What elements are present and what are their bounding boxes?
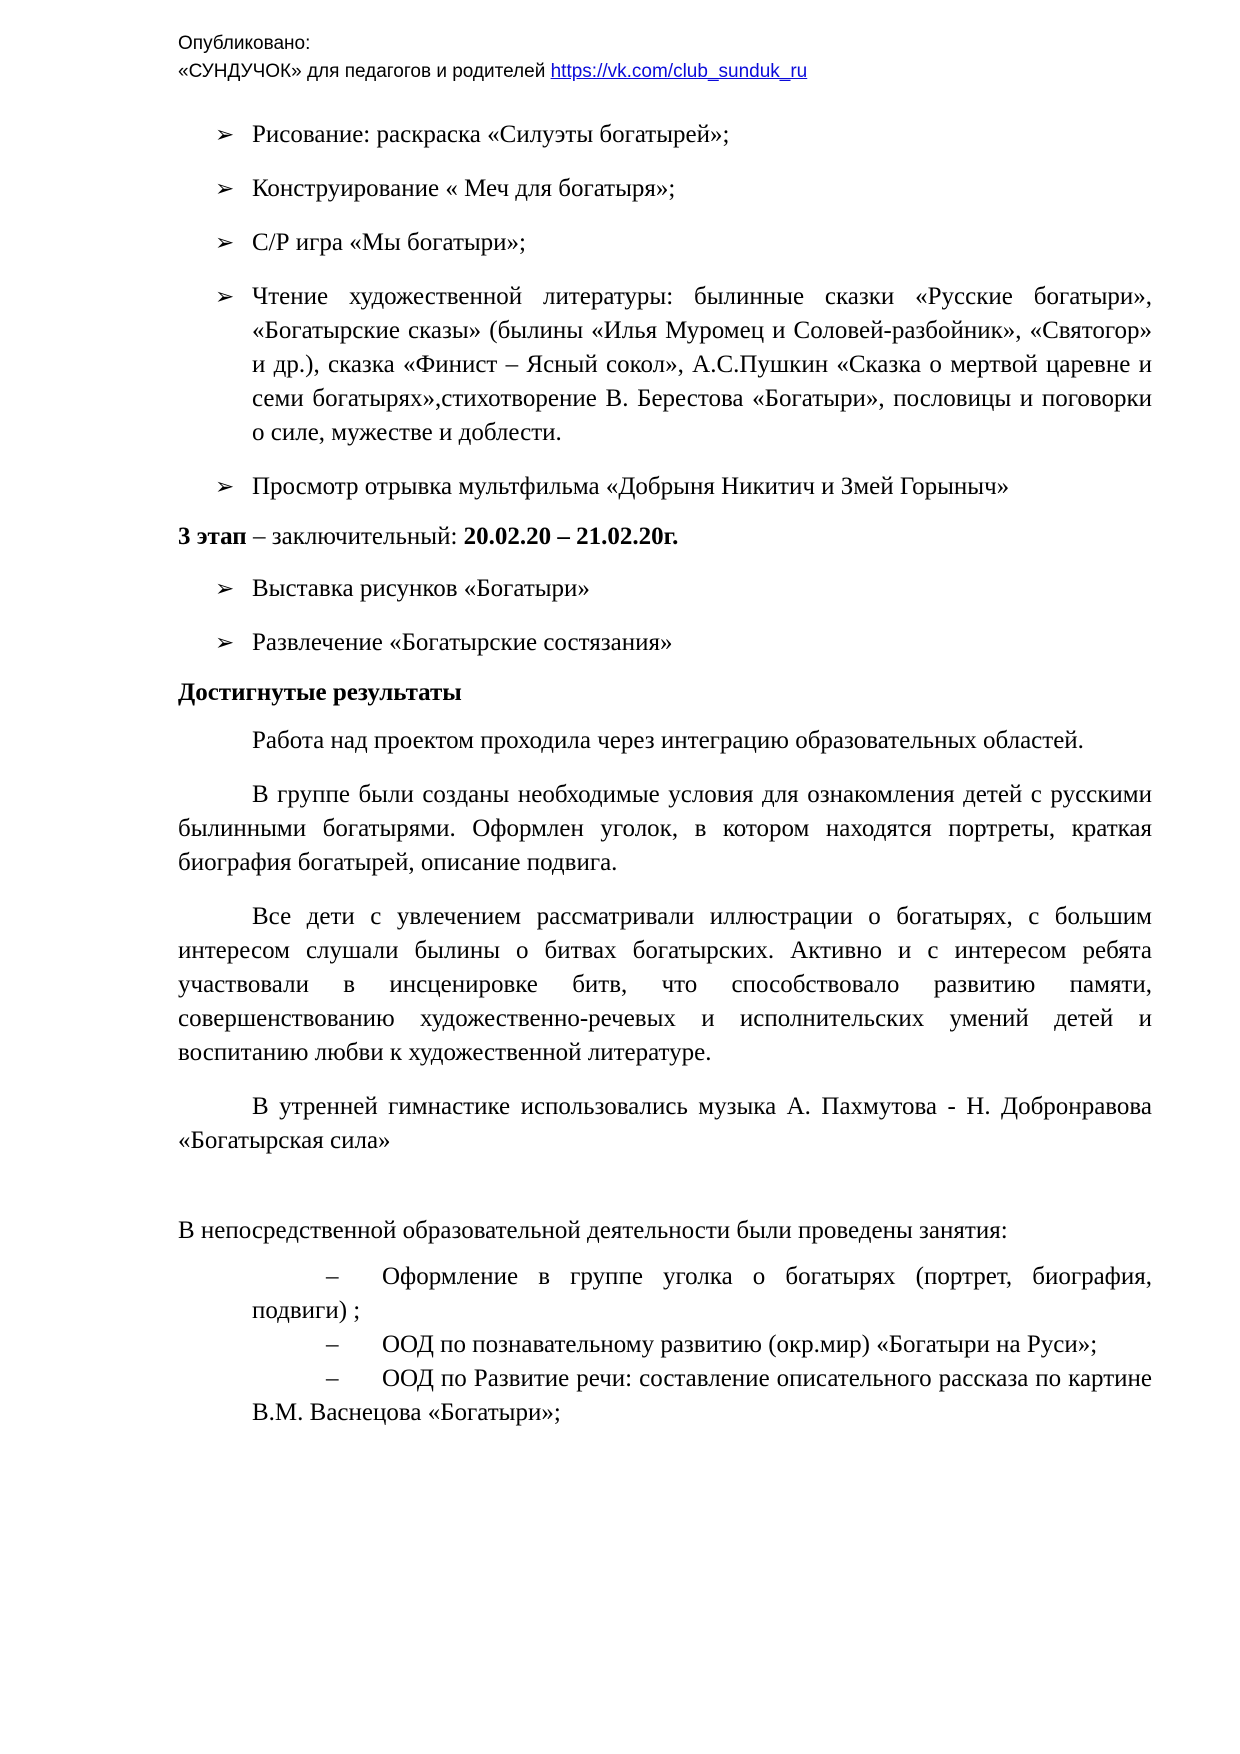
- activities-intro: В непосредственной образовательной деятельности были проведены занятия:: [178, 1217, 1008, 1244]
- list-item-text: Чтение художественной литературы: былинные сказки «Русские богатыри», «Богатырские сказы» (былины «Илья Муромец и Соловей-разбойник», «Святогор» и др.), сказка «Финист – Ясный сокол», А.С.Пушкин «Сказка о мертвой царевне и семи богатырях»,стихотворение В. Берестова «Богатыри», пословицы и поговорки о силе, мужестве и доблести.: [252, 283, 1152, 446]
- stage-3-description: – заключительный:: [246, 523, 464, 550]
- stage-3-label: 3 этап: [178, 523, 247, 550]
- list-item-text: Просмотр отрывка мультфильма «Добрыня Никитич и Змей Горыныч»: [252, 473, 1010, 500]
- arrow-bullet-icon: ➢: [215, 284, 235, 309]
- header-line-2-text: «СУНДУЧОК» для педагогов и родителей: [178, 61, 551, 82]
- list-item: [178, 280, 1152, 450]
- header-line-1: Опубликовано:: [178, 33, 311, 54]
- activity-text: ООД по Развитие речи: составление описательного рассказа по картине В.М. Васнецова «Богатыри»;: [252, 1365, 1152, 1426]
- list-item-text: Рисование: раскраска «Силуэты богатырей»;: [252, 121, 730, 148]
- list-item: [178, 118, 1152, 152]
- paragraph: Работа над проектом проходила через интеграцию образовательных областей.: [252, 727, 1084, 754]
- list-item: [178, 470, 1152, 504]
- activity-text: Оформление в группе уголка о богатырях (портрет, биография, подвиги) ;: [252, 1263, 1152, 1324]
- list-item: [178, 226, 1152, 260]
- activity-item: [178, 1260, 1152, 1328]
- stage-3-dates: 20.02.20 – 21.02.20г.: [463, 523, 679, 550]
- activity-item: [178, 1328, 1152, 1362]
- list-item-text: С/Р игра «Мы богатыри»;: [252, 229, 526, 256]
- list-item: [178, 572, 1152, 606]
- arrow-bullet-icon: ➢: [215, 474, 235, 499]
- arrow-bullet-icon: ➢: [215, 176, 235, 201]
- list-item-text: Конструирование « Меч для богатыря»;: [252, 175, 676, 202]
- dash-bullet: –: [326, 1331, 339, 1358]
- arrow-bullet-icon: ➢: [215, 122, 235, 147]
- paragraph: В группе были созданы необходимые условия для ознакомления детей с русскими былинными богатырями. Оформлен уголок, в котором находятся портреты, краткая биография богатырей, описание подвига.: [178, 781, 1152, 876]
- paragraph: В утренней гимнастике использовались музыка А. Пахмутова - Н. Добронравова «Богатырская сила»: [178, 1093, 1152, 1154]
- list-item: [178, 172, 1152, 206]
- publication-header: [178, 30, 807, 86]
- stage-3-line: [178, 520, 1152, 554]
- vk-club-link[interactable]: https://vk.com/club_sunduk_ru: [550, 61, 808, 82]
- activity-item: [178, 1362, 1152, 1430]
- paragraph: Все дети с увлечением рассматривали иллюстрации о богатырях, с большим интересом слушали былины о битвах богатырских. Активно и с интересом ребята участвовали в инсценировке битв, что способствовало развитию памяти, совершенствованию художественно-речевых и исполнительских умений детей и воспитанию любви к художественной литературе.: [178, 903, 1152, 1066]
- list-item: [178, 626, 1152, 660]
- dash-bullet: –: [326, 1263, 339, 1290]
- list-item-text: Развлечение «Богатырские состязания»: [252, 629, 673, 656]
- document-body: [178, 118, 1152, 1430]
- arrow-bullet-icon: ➢: [215, 576, 235, 601]
- list-item-text: Выставка рисунков «Богатыри»: [252, 575, 590, 602]
- header-line-2: [178, 58, 807, 86]
- arrow-bullet-icon: ➢: [215, 630, 235, 655]
- activity-text: ООД по познавательному развитию (окр.мир) «Богатыри на Руси»;: [382, 1331, 1098, 1358]
- arrow-bullet-icon: ➢: [215, 230, 235, 255]
- dash-bullet: –: [326, 1365, 339, 1392]
- results-heading: Достигнутые результаты: [178, 679, 462, 706]
